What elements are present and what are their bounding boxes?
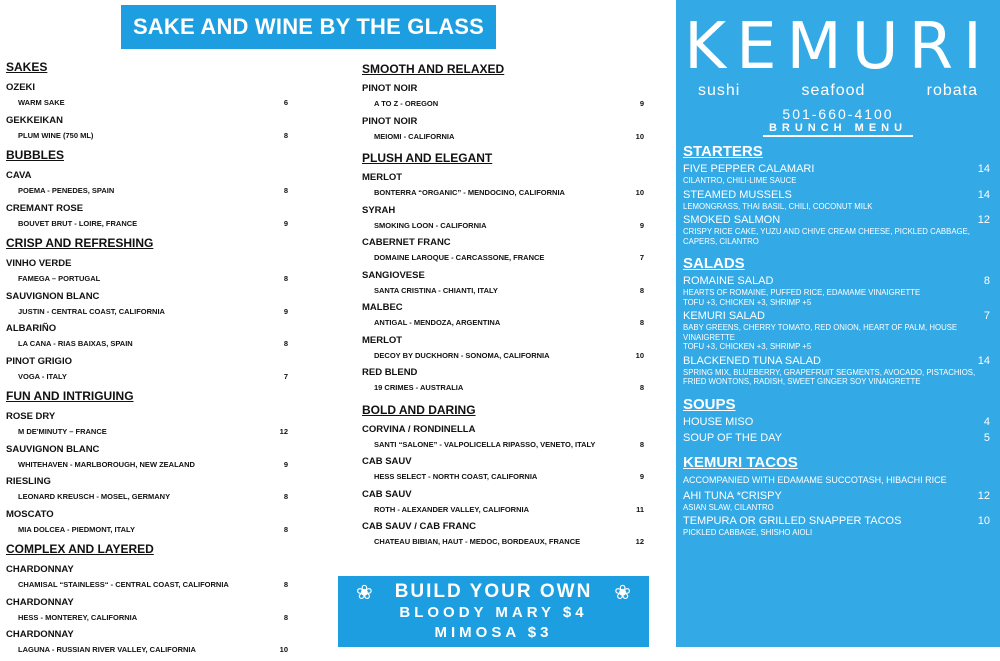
wine-detail-row (6, 488, 288, 508)
wine-detail-row (6, 609, 288, 629)
wine-detail-row (6, 335, 288, 355)
food-item-name: BLACKENED TUNA SALAD (683, 354, 821, 367)
kemuri-logo: KEMURI (684, 10, 992, 84)
wine-producer: DECOY BY DUCKHORN - SONOMA, CALIFORNIA (374, 350, 550, 360)
wine-detail-row (362, 533, 644, 553)
food-item-price: 14 (977, 188, 990, 201)
tagline (676, 82, 1000, 100)
wine-price: 10 (635, 131, 644, 141)
food-item (676, 275, 1000, 307)
food-item-description: SPRING MIX, BLUEBERRY, GRAPEFRUIT SEGMENTS, AVOCADO, PISTACHIOS, FRIED WONTONS, RADISH, SWEET GINGER SOY VINAIGRETTE (683, 367, 976, 386)
food-section-heading: STARTERS (683, 143, 763, 160)
section-heading: PLUSH AND ELEGANT (362, 151, 493, 165)
wine-price: 9 (283, 459, 288, 469)
wine-producer: WHITEHAVEN - MARLBOROUGH, NEW ZEALAND (18, 459, 195, 469)
food-item-description: TOFU +3, CHICKEN +3, SHRIMP +5 (683, 297, 812, 307)
section-heading: BUBBLES (6, 148, 65, 162)
wine-producer: MIA DOLCEA - PIEDMONT, ITALY (18, 524, 135, 534)
section-heading: BOLD AND DARING (362, 402, 476, 417)
wine-producer: HESS - MONTEREY, CALIFORNIA (18, 612, 138, 622)
wine-price: 10 (635, 188, 644, 197)
build-your-own-banner (338, 576, 649, 647)
wine-producer: LEONARD KREUSCH - MOSEL, GERMANY (18, 492, 171, 501)
wine-name: CHARDONNAY (6, 596, 74, 608)
food-item-name: FIVE PEPPER CALAMARI (683, 163, 815, 175)
food-item-description: LEMONGRASS, THAI BASIL, CHILI, COCONUT MILK (683, 201, 873, 211)
wine-producer: VOGA - ITALY (18, 371, 67, 381)
food-item (676, 432, 1000, 445)
food-item-price: 12 (977, 214, 990, 226)
wine-detail-row (362, 249, 644, 269)
wine-name: SANGIOVESE (362, 269, 425, 281)
wine-detail-row (362, 217, 644, 237)
food-item-row (683, 355, 990, 368)
wine-price: 7 (283, 371, 288, 381)
wine-price: 7 (639, 253, 644, 262)
wine-price: 12 (279, 427, 288, 436)
food-item-row (683, 515, 990, 528)
wine-detail-row (362, 468, 644, 488)
food-item-row (683, 416, 990, 429)
wine-producer: LA CANA - RIAS BAIXAS, SPAIN (18, 339, 133, 348)
brunch-menu-label (676, 122, 1000, 134)
wine-name: PINOT NOIR (362, 83, 418, 94)
food-item-description: BABY GREENS, CHERRY TOMATO, RED ONION, HEART OF PALM, HOUSE VINAIGRETTE (683, 323, 958, 342)
food-item-price: 7 (983, 310, 990, 322)
wine-producer: 19 CRIMES - AUSTRALIA (374, 383, 464, 392)
wine-detail-row (6, 303, 288, 323)
section-heading: CRISP AND REFRESHING (6, 236, 154, 250)
wine-name: CAVA (6, 170, 32, 181)
wine-price: 8 (283, 612, 288, 622)
wine-name: CABERNET FRANC (362, 237, 451, 248)
food-item-name: HOUSE MISO (683, 415, 754, 428)
wine-name: RED BLEND (362, 367, 418, 378)
wine-producer: SANTA CRISTINA - CHIANTI, ITALY (374, 285, 498, 295)
wine-producer: BOUVET BRUT - LOIRE, FRANCE (18, 218, 138, 228)
wine-name: PINOT NOIR (362, 115, 418, 127)
wine-price: 8 (283, 492, 288, 501)
food-item-description: HEARTS OF ROMAINE, PUFFED RICE, EDAMAME VINAIGRETTE (683, 288, 921, 297)
wine-detail-row (6, 127, 288, 147)
wine-price: 9 (283, 306, 288, 316)
wine-price: 8 (639, 285, 644, 295)
wine-column-right (362, 58, 644, 553)
wine-name: MERLOT (362, 172, 403, 183)
food-item (676, 189, 1000, 212)
wine-price: 8 (283, 274, 288, 283)
food-item (676, 310, 1000, 352)
food-item-description: CRISPY RICE CAKE, YUZU AND CHIVE CREAM CHEESE, PICKLED CABBAGE, CAPERS, CILANTRO (683, 227, 970, 246)
food-sections (676, 143, 1000, 538)
wine-detail-row (6, 270, 288, 290)
wine-price: 9 (639, 220, 644, 230)
food-item (676, 515, 1000, 538)
ornament-left-icon: ❀ (356, 582, 373, 604)
food-item (676, 163, 1000, 186)
wine-name: CAB SAUV (362, 456, 412, 467)
food-item-description: TOFU +3, CHICKEN +3, SHRIMP +5 (683, 342, 812, 351)
wine-name: CORVINA / RONDINELLA (362, 423, 476, 435)
food-item-row (683, 189, 990, 202)
food-section-intro (676, 474, 1000, 487)
tagline-robata: robata (926, 82, 978, 99)
wine-producer: POEMA - PENEDES, SPAIN (18, 186, 115, 195)
food-item-name: TEMPURA OR GRILLED SNAPPER TACOS (683, 515, 902, 527)
food-menu-panel (676, 0, 1000, 647)
wine-name: MOSCATO (6, 508, 54, 520)
food-item-price: 10 (977, 515, 990, 527)
ornament-right-icon: ❀ (614, 582, 631, 604)
wine-producer: SMOKING LOON - CALIFORNIA (374, 220, 487, 230)
wine-price: 9 (639, 472, 644, 481)
food-item (676, 416, 1000, 429)
wine-name: ROSE DRY (6, 411, 56, 422)
tagline-sushi: sushi (698, 82, 741, 99)
wine-producer: PLUM WINE (750 ML) (18, 130, 94, 140)
wine-producer: CHATEAU BIBIAN, HAUT - MEDOC, BORDEAUX, FRANCE (374, 537, 581, 546)
wine-name: ALBARIÑO (6, 323, 57, 334)
wine-name: VINHO VERDE (6, 258, 72, 269)
intro-row: ACCOMPANIED WITH EDAMAME SUCCOTASH, HIBACHI RICE (683, 474, 947, 485)
food-item-name: AHI TUNA *CRISPY (683, 489, 782, 502)
wine-price: 8 (283, 339, 288, 348)
food-item-row (683, 490, 990, 503)
wine-producer: SANTI “SALONE” - VALPOLICELLA RIPASSO, VENETO, ITALY (374, 439, 596, 449)
food-item-price: 14 (977, 354, 990, 367)
wine-detail-row (362, 501, 644, 521)
food-item (676, 490, 1000, 513)
wine-price: 11 (636, 504, 644, 514)
wine-price: 10 (279, 645, 288, 654)
wine-price: 8 (639, 439, 644, 449)
food-item-name: STEAMED MUSSELS (683, 188, 792, 201)
mimosa-line: MIMOSA $3 (434, 624, 553, 641)
wine-producer: DOMAINE LAROQUE - CARCASSONE, FRANCE (374, 253, 545, 262)
wine-name: CAB SAUV / CAB FRANC (362, 521, 476, 532)
wine-name: CREMANT ROSE (6, 202, 84, 214)
wine-producer: LAGUNA - RUSSIAN RIVER VALLEY, CALIFORNIA (18, 645, 196, 654)
wine-price: 8 (283, 580, 288, 589)
food-item-price: 12 (977, 489, 990, 502)
wine-detail-row (362, 128, 644, 148)
food-item-name: ROMAINE SALAD (683, 275, 774, 287)
wine-column-left (6, 58, 288, 661)
wine-price: 8 (283, 186, 288, 195)
wine-detail-row (362, 314, 644, 334)
wine-producer: FAMEGA – PORTUGAL (18, 274, 101, 283)
wine-detail-row (6, 641, 288, 661)
wine-name: SAUVIGNON BLANC (6, 443, 100, 455)
wine-name: CHARDONNAY (6, 564, 74, 575)
food-item-description: ASIAN SLAW, CILANTRO (683, 502, 774, 512)
wine-producer: ROTH - ALEXANDER VALLEY, CALIFORNIA (374, 504, 529, 514)
wine-price: 8 (639, 318, 644, 327)
wine-price: 8 (283, 130, 288, 140)
food-item-row (683, 214, 990, 227)
food-item-name: SMOKED SALMON (683, 214, 781, 226)
section-heading: FUN AND INTRIGUING (6, 389, 134, 403)
build-title: BUILD YOUR OWN (394, 581, 593, 602)
wine-price: 9 (639, 99, 644, 108)
section-heading: SMOOTH AND RELAXED (362, 62, 505, 76)
tagline-seafood: seafood (801, 82, 866, 99)
food-item-name: KEMURI SALAD (683, 310, 765, 322)
food-item-name: SOUP OF THE DAY (683, 431, 783, 444)
wine-price: 9 (283, 218, 288, 228)
wine-detail-row (6, 182, 288, 202)
wine-detail-row (6, 456, 288, 476)
wine-name: CHARDONNAY (6, 629, 74, 640)
wine-price: 8 (283, 524, 288, 534)
food-item-price: 4 (983, 415, 990, 428)
wine-detail-row (362, 347, 644, 367)
wine-detail-row (6, 94, 288, 114)
wine-producer: HESS SELECT - NORTH COAST, CALIFORNIA (374, 472, 538, 481)
wine-price: 12 (635, 537, 644, 546)
food-item-price: 14 (977, 163, 990, 175)
food-item-description: PICKLED CABBAGE, SHISHO AIOLI (683, 528, 813, 537)
wine-detail-row (6, 521, 288, 541)
wine-detail-row (6, 576, 288, 596)
wine-detail-row (362, 436, 644, 456)
wine-detail-row (6, 423, 288, 443)
wine-producer: CHAMISAL “STAINLESS“ - CENTRAL COAST, CALIFORNIA (18, 580, 229, 589)
menu-title: SAKE AND WINE BY THE GLASS (121, 5, 496, 49)
wine-name: OZEKI (6, 82, 36, 93)
food-item-row (683, 310, 990, 323)
wine-price: 6 (283, 98, 288, 107)
wine-detail-row (362, 379, 644, 399)
wine-price: 10 (635, 350, 644, 360)
wine-name: SYRAH (362, 204, 396, 216)
wine-producer: MEIOMI - CALIFORNIA (374, 131, 455, 141)
wine-name: SAUVIGNON BLANC (6, 290, 100, 302)
wine-name: PINOT GRIGIO (6, 355, 72, 367)
wine-name: MALBEC (362, 302, 403, 313)
wine-name: RIESLING (6, 476, 51, 487)
bloody-mary-line: BLOODY MARY $4 (399, 604, 588, 621)
food-item-row (683, 275, 990, 288)
food-item-price: 5 (983, 431, 990, 444)
wine-detail-row (6, 215, 288, 235)
food-section-heading: SOUPS (683, 395, 736, 413)
wine-name: MERLOT (362, 334, 403, 346)
wine-price: 8 (639, 383, 644, 392)
wine-detail-row (362, 95, 644, 115)
food-section-heading: KEMURI TACOS (683, 453, 798, 471)
brunch-menu-text: BRUNCH MENU (763, 122, 913, 137)
food-item-row (683, 163, 990, 176)
food-item-row (683, 432, 990, 445)
wine-name: GEKKEIKAN (6, 114, 64, 126)
phone-number: 501-660-4100 (782, 106, 894, 122)
food-item-description: CILANTRO, CHILI-LIME SAUCE (683, 176, 797, 185)
wine-producer: A TO Z - OREGON (374, 99, 439, 108)
wine-detail-row (362, 282, 644, 302)
food-item (676, 214, 1000, 246)
section-heading: COMPLEX AND LAYERED (6, 542, 154, 556)
wine-producer: ANTIGAL - MENDOZA, ARGENTINA (374, 318, 501, 327)
food-item (676, 355, 1000, 387)
wine-producer: BONTERRA “ORGANIC” - MENDOCINO, CALIFORNIA (374, 188, 565, 197)
wine-name: CAB SAUV (362, 488, 412, 500)
food-item-price: 8 (983, 275, 990, 287)
wine-producer: JUSTIN - CENTRAL COAST, CALIFORNIA (18, 306, 165, 316)
wine-producer: WARM SAKE (18, 98, 65, 107)
wine-detail-row (362, 184, 644, 204)
section-heading: SAKES (6, 60, 48, 74)
food-section-heading: SALADS (683, 255, 745, 272)
wine-detail-row (6, 368, 288, 388)
wine-producer: M DE'MINUTY – FRANCE (18, 427, 107, 436)
